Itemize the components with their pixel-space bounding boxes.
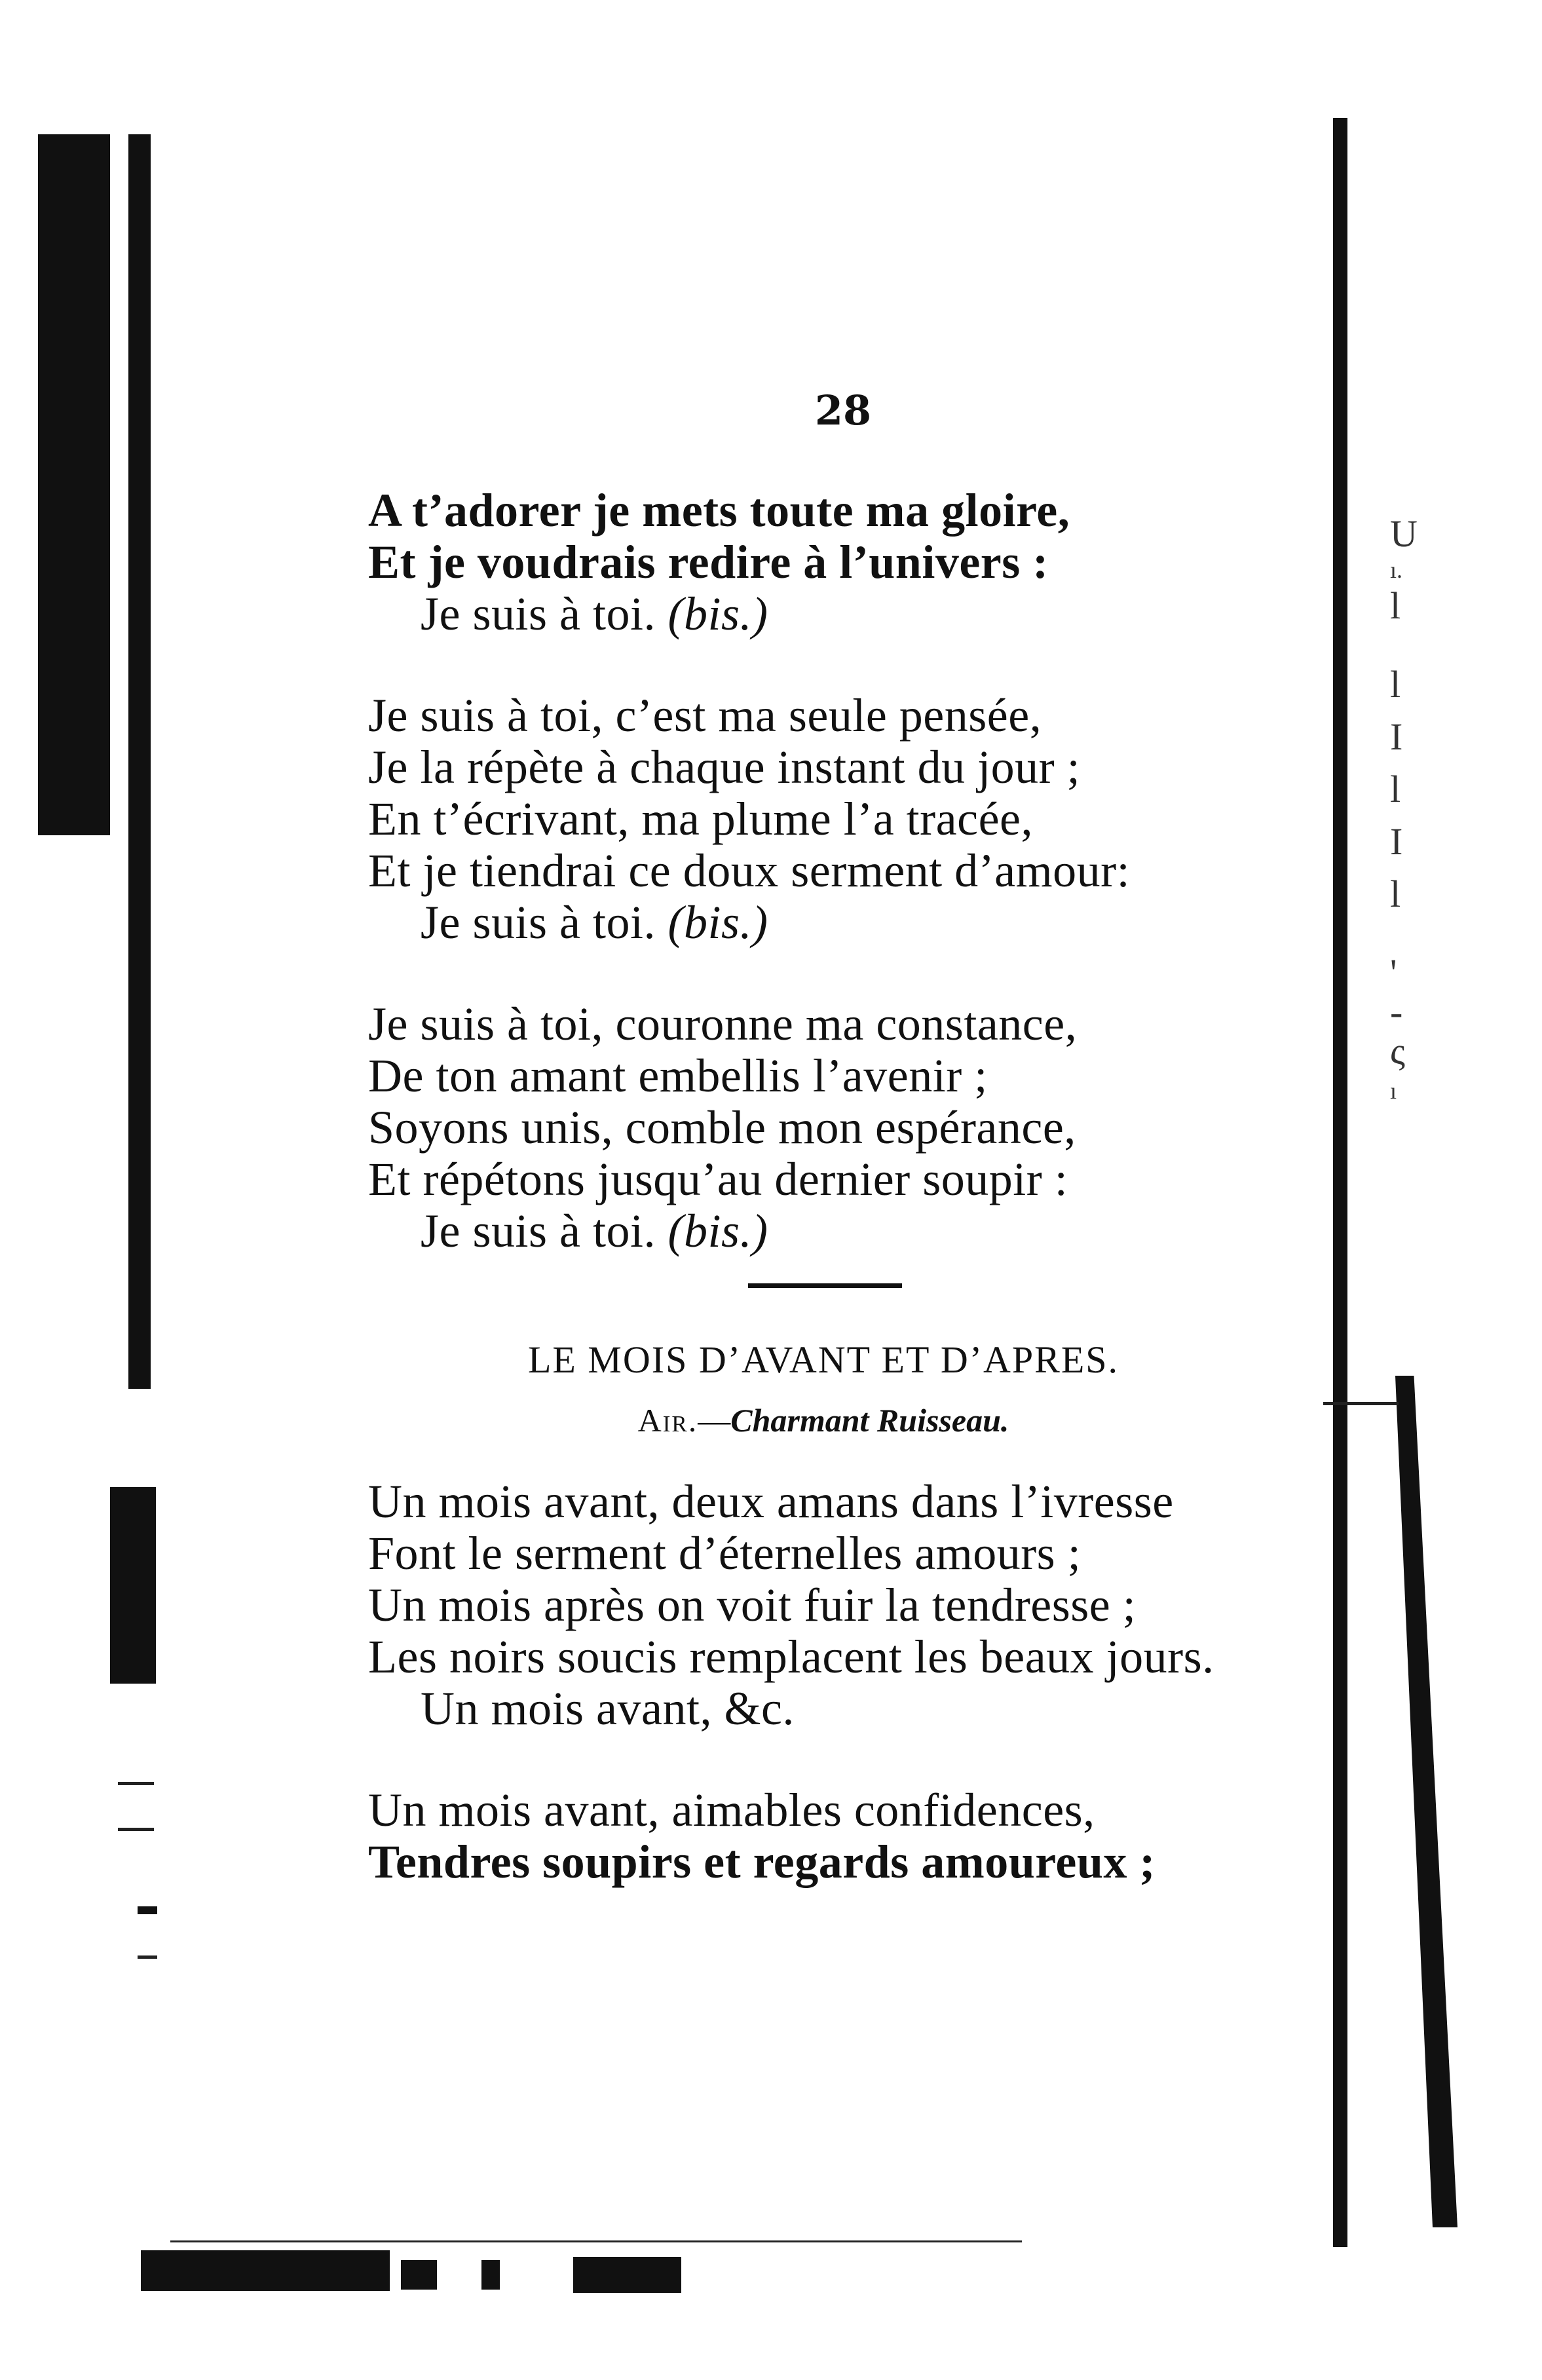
air-separator: — [698,1402,731,1439]
refrain-bis: (bis.) [668,588,768,640]
verse-line: Un mois avant, deux amans dans l’ivresse [368,1475,1174,1528]
margin-glyph: ı [1390,1078,1397,1104]
left-scan-edge [38,134,110,835]
margin-glyph [1390,632,1418,658]
verse-line: Je la répète à chaque instant du jour ; [368,741,1081,793]
verse-line: Un mois après on voit fuir la tendresse ; [368,1579,1137,1631]
verse-line: Je suis à toi, couronne ma constance, [368,998,1078,1050]
air-tune: Charmant Ruisseau. [730,1402,1009,1439]
margin-glyph: I [1390,820,1403,863]
stanza [368,485,1318,640]
left-binding-strip [128,134,151,1389]
margin-glyph: - [1390,991,1403,1033]
verse-line: Tendres soupirs et regards amoureux ; [368,1836,1156,1888]
bottom-scan-block [141,2250,390,2291]
left-margin-dash [118,1828,154,1831]
stanzas-after [368,1476,1318,1888]
verse-line: Soyons unis, comble mon espérance, [368,1101,1076,1154]
stanzas-before [368,485,1318,1257]
refrain-text: Je suis à toi. [421,1205,656,1257]
verse-line: Les noirs soucis remplacent les beaux jours. [368,1631,1214,1683]
stanza [368,1476,1318,1735]
verse-line: Un mois avant, aimables confidences, [368,1784,1095,1836]
refrain-text: Je suis à toi. [421,896,656,949]
margin-glyph [1390,920,1418,947]
refrain-line [368,588,1318,640]
refrain-line [368,897,1318,949]
left-margin-dash [118,1782,154,1785]
margin-glyph: I [1390,715,1403,758]
right-binding-strip-lower [1395,1376,1457,2227]
margin-glyph: ' [1390,951,1397,994]
refrain-text: Je suis à toi. [421,588,656,640]
verse-line: Font le serment d’éternelles amours ; [368,1527,1081,1579]
margin-glyph: l [1390,768,1401,810]
stanza [368,998,1318,1257]
margin-glyph: ς [1390,1030,1405,1072]
stanza [368,690,1318,949]
refrain-bis: (bis.) [668,1205,768,1257]
refrain-line: Un mois avant, &c. [421,1682,795,1735]
left-binding-block [110,1487,156,1684]
verse-line: Et répétons jusqu’au dernier soupir : [368,1153,1068,1205]
bottom-scan-block [573,2257,681,2293]
margin-glyph: l [1390,663,1401,706]
refrain-line [368,1205,1318,1257]
verse-line: A t’adorer je mets toute ma gloire, [368,484,1070,537]
bottom-scan-line [170,2240,1022,2242]
song-title: LE MOIS D’AVANT ET D’APRES. [527,1338,1119,1381]
margin-glyph: l [1390,873,1401,915]
section-divider [748,1283,902,1288]
right-margin-rule [1323,1402,1399,1405]
air-label: Air. [637,1402,698,1439]
page-number: 28 [814,387,872,434]
verse-line: Je suis à toi, c’est ma seule pensée, [368,689,1042,742]
verse-line: En t’écrivant, ma plume l’a tracée, [368,793,1033,845]
left-margin-dash [138,1955,157,1959]
verse-line: Et je tiendrai ce doux serment d’amour: [368,844,1131,897]
text-block [368,485,1318,1938]
stanza [368,1785,1318,1888]
right-binding-strip [1333,118,1347,2247]
margin-glyph: l [1390,584,1401,627]
bottom-scan-block [401,2260,437,2290]
verse-line: Et je voudrais redire à l’univers : [368,536,1049,588]
bottom-scan-block [481,2260,500,2290]
left-margin-mark [138,1906,157,1914]
margin-glyph: ı. [1390,557,1403,583]
refrain-bis: (bis.) [668,896,768,949]
facing-page-bleed [1390,508,1418,1104]
song-air [368,1401,1279,1439]
verse-line: De ton amant embellis l’avenir ; [368,1049,988,1102]
margin-glyph: U [1390,512,1418,555]
